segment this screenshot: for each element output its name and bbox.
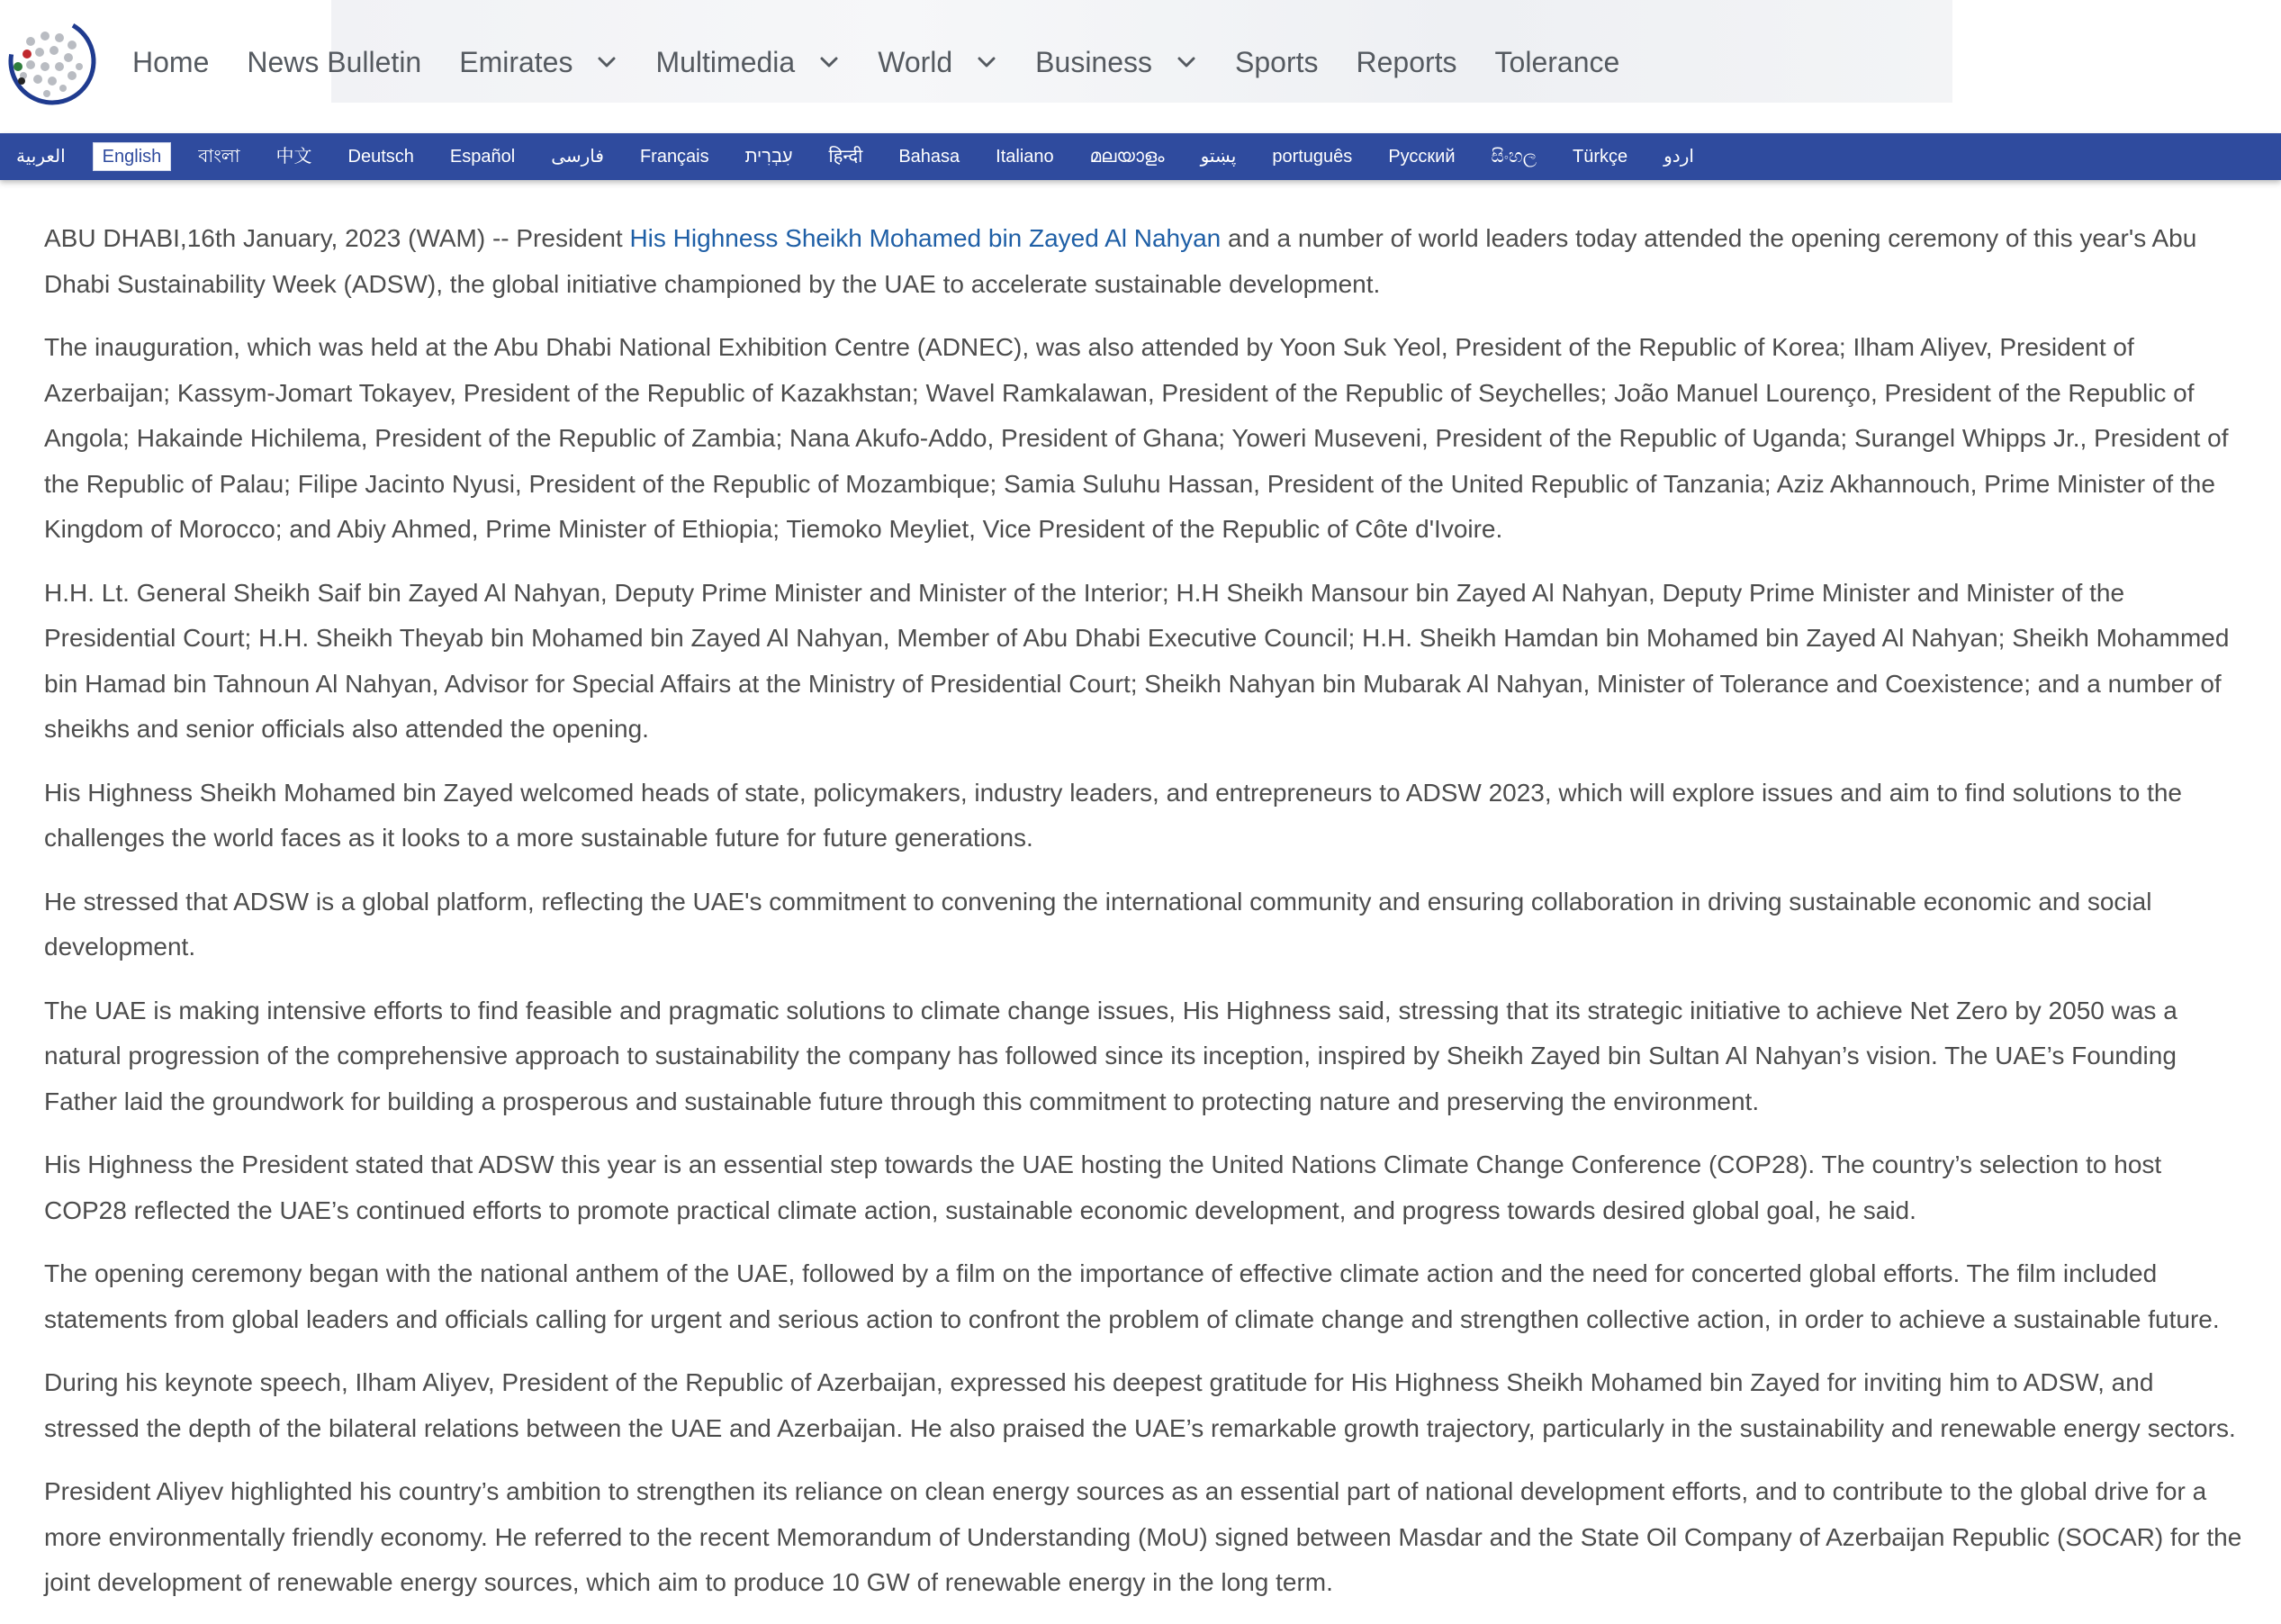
- article-paragraph: The UAE is making intensive efforts to find feasible and pragmatic solutions to climate change issues, His Highness said, stressing that its strategic initiative to achieve Net Zero by 2050 was a natural progression of the comprehensive approach to sustainability the company has followed since its inception, inspired by Sheikh Zayed bin Sultan Al Nahyan’s vision. The UAE’s Founding Father laid the groundwork for building a prosperous and sustainable future through this commitment to protecting nature and preserving the environment.: [44, 996, 2177, 1115]
- language-option[interactable]: پښتو: [1200, 147, 1237, 167]
- language-option[interactable]: português: [1272, 147, 1353, 167]
- article-paragraph: President Aliyev highlighted his country’s ambition to strengthen its reliance on clean energy sources as an essential part of national development efforts, and to contribute to the global drive for a more environmentally friendly economy. He referred to the recent Memorandum of Understanding (MoU) signed between Masdar and the State Oil Company of Azerbaijan Republic (SOCAR) for the joint development of renewable energy sources, which aim to produce 10 GW of renewable energy in the long term.: [44, 1477, 2242, 1596]
- language-option[interactable]: اردو: [1663, 147, 1694, 167]
- language-option[interactable]: فارسی: [551, 147, 604, 167]
- article-paragraph: During his keynote speech, Ilham Aliyev, President of the Republic of Azerbaijan, expressed his deepest gratitude for His Highness Sheikh Mohamed bin Zayed for inviting him to ADSW, and stressed the depth of the bilateral relations between the UAE and Azerbaijan. He also praised the UAE’s remarkable growth trajectory, particularly in the sustainability and renewable energy sectors.: [44, 1368, 2236, 1442]
- nav-home[interactable]: [132, 46, 209, 79]
- nav-emirates[interactable]: [459, 46, 618, 79]
- nav-item-label: Emirates: [459, 45, 573, 78]
- language-option[interactable]: Русский: [1388, 147, 1456, 167]
- nav-world[interactable]: [878, 46, 997, 79]
- language-option[interactable]: العربية: [16, 147, 66, 167]
- language-option[interactable]: Español: [449, 147, 516, 167]
- language-option[interactable]: עִבְרִית: [744, 147, 793, 167]
- language-option[interactable]: Deutsch: [347, 147, 414, 167]
- language-option[interactable]: 中文: [275, 147, 312, 167]
- language-option[interactable]: हिन्दी: [828, 147, 863, 167]
- president-link[interactable]: His Highness Sheikh Mohamed bin Zayed Al Nahyan: [629, 224, 1222, 252]
- language-option[interactable]: English: [93, 142, 172, 171]
- chevron-down-icon[interactable]: [596, 51, 618, 73]
- language-option[interactable]: Italiano: [996, 147, 1054, 167]
- nav-news-bulletin[interactable]: [247, 46, 421, 79]
- chevron-down-icon[interactable]: [1176, 51, 1197, 73]
- nav-item-label: Tolerance: [1494, 45, 1620, 78]
- nav-item-label: Reports: [1356, 45, 1457, 78]
- article-lead-paragraph: [44, 216, 2242, 307]
- main-navigation: [132, 40, 1657, 85]
- nav-item-label: Multimedia: [655, 45, 796, 78]
- language-option[interactable]: മലയാളം: [1089, 147, 1165, 167]
- article-paragraph: He stressed that ADSW is a global platform, reflecting the UAE's commitment to convening the international community and ensuring collaboration in driving sustainable economic and social development.: [44, 887, 2152, 961]
- nav-multimedia[interactable]: [655, 46, 840, 79]
- wam-globe-logo[interactable]: [4, 14, 99, 108]
- nav-business[interactable]: [1035, 46, 1197, 79]
- chevron-down-icon[interactable]: [818, 51, 840, 73]
- nav-sports[interactable]: [1235, 46, 1318, 79]
- language-option[interactable]: සිංහල: [1491, 147, 1537, 167]
- article-body: [44, 216, 2242, 1624]
- nav-item-label: Home: [132, 45, 210, 78]
- language-option[interactable]: Türkçe: [1573, 147, 1628, 167]
- nav-item-label: News Bulletin: [247, 45, 422, 78]
- lead-prefix: ABU DHABI,16th January, 2023 (WAM) -- President: [44, 224, 630, 252]
- nav-item-label: Business: [1035, 45, 1153, 78]
- article-paragraph: The inauguration, which was held at the Abu Dhabi National Exhibition Centre (ADNEC), was also attended by Yoon Suk Yeol, President of the Republic of Korea; Ilham Aliyev, President of Azerbaijan; Kassym-Jomart Tokayev, President of the Republic of Kazakhstan; Wavel Ramkalawan, President of the Republic of Seychelles; João Manuel Lourenço, President of the Republic of Angola; Hakainde Hichilema, President of the Republic of Zambia; Nana Akufo-Addo, President of Ghana; Yoweri Museveni, President of the Republic of Uganda; Surangel Whipps Jr., President of the Republic of Palau; Filipe Jacinto Nyusi, President of the Republic of Mozambique; Samia Suluhu Hassan, President of the United Republic of Tanzania; Aziz Akhannouch, Prime Minister of the Kingdom of Morocco; and Abiy Ahmed, Prime Minister of Ethiopia; Tiemoko Meyliet, Vice President of the Republic of Côte d'Ivoire.: [44, 333, 2229, 543]
- language-option[interactable]: Français: [639, 147, 709, 167]
- article-paragraph: His Highness the President stated that ADSW this year is an essential step towards the UAE hosting the United Nations Climate Change Conference (COP28). The country’s selection to host COP28 reflected the UAE’s continued efforts to promote practical climate action, sustainable economic development, and progress towards desired global goal, he said.: [44, 1150, 2162, 1224]
- article-paragraph: His Highness Sheikh Mohamed bin Zayed welcomed heads of state, policymakers, industry leaders, and entrepreneurs to ADSW 2023, which will explore issues and aim to find solutions to the challenges the world faces as it looks to a more sustainable future for future generations.: [44, 778, 2182, 852]
- language-option[interactable]: Bahasa: [898, 147, 960, 167]
- language-bar: [0, 133, 2281, 180]
- nav-item-label: Sports: [1235, 45, 1319, 78]
- article-paragraph: The opening ceremony began with the national anthem of the UAE, followed by a film on the importance of effective climate action and the need for concerted global efforts. The film included statements from global leaders and officials calling for urgent and serious action to confront the problem of climate change and strengthen collective action, in order to achieve a sustainable future.: [44, 1259, 2220, 1333]
- chevron-down-icon[interactable]: [976, 51, 997, 73]
- nav-item-label: World: [878, 45, 953, 78]
- nav-tolerance[interactable]: [1495, 46, 1620, 79]
- language-option[interactable]: বাংলা: [198, 147, 240, 167]
- site-header: [0, 0, 2281, 133]
- article-paragraph: H.H. Lt. General Sheikh Saif bin Zayed Al Nahyan, Deputy Prime Minister and Minister of the Interior; H.H Sheikh Mansour bin Zayed Al Nahyan, Deputy Prime Minister and Minister of the Presidential Court; H.H. Sheikh Theyab bin Mohamed bin Zayed Al Nahyan, Member of Abu Dhabi Executive Council; H.H. Sheikh Hamdan bin Mohamed bin Zayed Al Nahyan; Sheikh Mohammed bin Hamad bin Tahnoun Al Nahyan, Advisor for Special Affairs at the Ministry of Presidential Court; Sheikh Nahyan bin Mubarak Al Nahyan, Minister of Tolerance and Coexistence; and a number of sheikhs and senior officials also attended the opening.: [44, 578, 2230, 743]
- nav-reports[interactable]: [1357, 46, 1457, 79]
- lead-suffix: and a number of world leaders today attended the opening ceremony of this year's Abu Dhabi Sustainability Week (ADSW), the global initiative championed by the UAE to accelerate sustainable development.: [44, 224, 2197, 298]
